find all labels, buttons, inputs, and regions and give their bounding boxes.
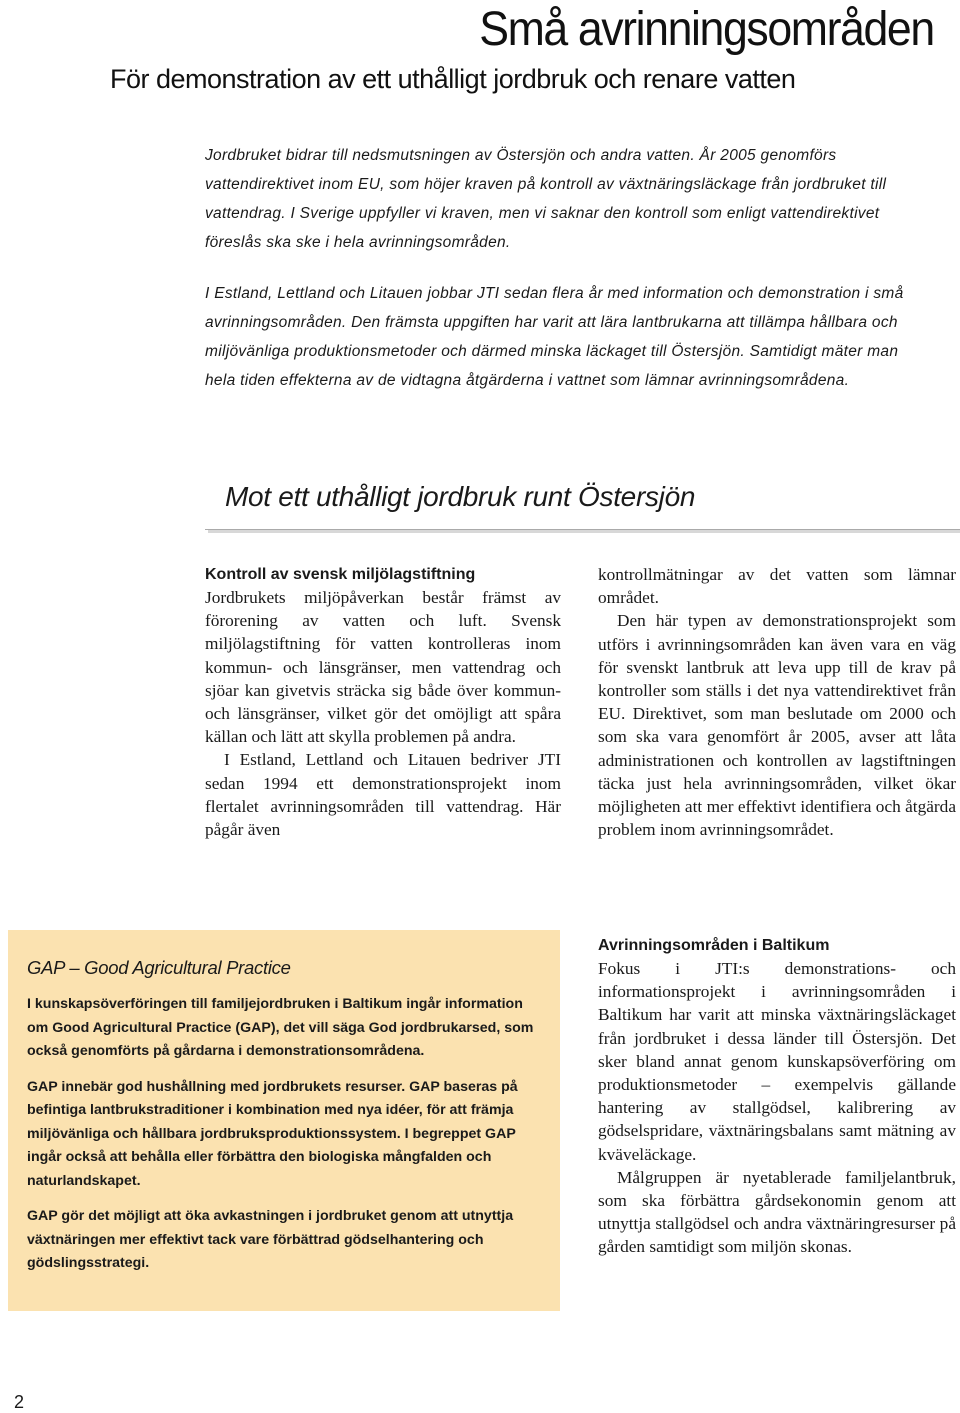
column-middle-paragraph-2: I Estland, Lettland och Litauen bedriver JTI sedan 1994 ett demonstrationsprojekt inom flertalet avrinningsområden till vattendrag. Här pågår även	[205, 750, 561, 840]
column-middle-subheading: Kontroll av svensk miljölagstiftning	[205, 566, 476, 583]
gap-info-box	[8, 930, 560, 1311]
section-heading-box	[205, 475, 960, 530]
intro-paragraph-1: Jordbruket bidrar till nedsmutsningen av Östersjön och andra vatten. År 2005 genomförs vattendirektivet inom EU, som höjer kraven på kontroll av växtnäringsläckage från jordbruket till vattendrag. I Sverige uppfyller vi kraven, men vi saknar den kontroll som enligt vattendirektivet föreslås ska ske i hela avrinningsområden.	[205, 147, 887, 251]
page-number: 2	[14, 1392, 25, 1412]
column-middle	[205, 563, 561, 841]
column-right-bottom-paragraph-2: Målgruppen är nyetablerade familjelantbruk, som ska förbättra gårdsekonomin genom att utnyttja stallgödsel och andra växtnäringresurser på gården samtidigt som miljön skonas.	[598, 1167, 956, 1257]
page-subtitle: För demonstration av ett uthålligt jordbruk och renare vatten	[110, 64, 796, 94]
column-right-top	[598, 563, 956, 841]
column-right-bottom-subheading: Avrinningsområden i Baltikum	[598, 937, 830, 954]
gap-box-title: GAP – Good Agricultural Practice	[27, 957, 291, 978]
column-right-top-paragraph-2: Den här typen av demonstrationsprojekt som utförs i avrinningsområden kan även vara en väg för svenskt lantbruk att leva upp till de krav på kontroller som ställs i det nya vattendirektivet från EU. Direktivet, som man beslutade om 2000 och som ska vara genomfört år 2005, avser att låta administrationen och kontrollen av lagstiftningen täcka just hela avrinningsområden, vilket ökar möjligheten att mer effektivt identifiera och åtgärda problem inom avrinningsområdet.	[598, 611, 956, 840]
column-right-bottom	[598, 934, 956, 1259]
gap-box-paragraph-2: GAP innebär god hushållning med jordbrukets resurser. GAP baseras på befintiga lantbrukstraditioner i kombination med nya idéer, för att främja miljövänliga och hållbara jordbruksproduktionssystem. I begreppet GAP ingår också att behålla eller förbättra den biologiska mångfalden och naturlandskapet.	[27, 1078, 518, 1189]
gap-box-paragraph-1: I kunskapsöverföringen till familjejordbruken i Baltikum ingår information om Good Agricultural Practice (GAP), det vill säga God jordbrukarsed, som också genomförts på gårdarna i demonstrationsområdena.	[27, 996, 534, 1059]
page-title: Små avrinningsområden	[479, 3, 934, 56]
column-middle-paragraph-1: Jordbrukets miljöpåverkan består främst av förorening av vatten och luft. Svensk miljölagstiftning för vatten kontrolleras inom kommun- och länsgränser, men vattendrag och sjöar kan givetvis sträcka sig både över kommun- och länsgränser, vilket gör det omöjligt att spåra källan och lätt att skylla problemen på andra.	[205, 588, 561, 747]
column-right-bottom-paragraph-1: Fokus i JTI:s demonstrations- och informationsprojekt i avrinningsområden i Baltikum har varit att minska växtnäringsläckaget från jordbruket i dessa länder till Östersjön. Det sker bland annat genom kunskapsöverföring om produktionsmetoder – exempelvis gällande hantering av stallgödsel, kalibrering av gödselspridare, växtnäringsbalans samt mätning av kväveläckage.	[598, 959, 956, 1164]
section-heading: Mot ett uthålligt jordbruk runt Östersjön	[225, 481, 696, 512]
intro-paragraph-2: I Estland, Lettland och Litauen jobbar JTI sedan flera år med information och demonstration i små avrinningsområden. Den främsta uppgiften har varit att lära lantbrukarna att tillämpa hållbara och miljövänliga produktionsmetoder och därmed minska läckaget till Östersjön. Samtidigt mäter man hela tiden effekterna av de vidtagna åtgärderna i vattnet som lämnar avrinningsområdena.	[205, 285, 904, 389]
gap-box-paragraph-3: GAP gör det möjligt att öka avkastningen i jordbruket genom att utnyttja växtnäringen mer effektivt tack vare förbättrad gödselhantering och gödslingsstrategi.	[27, 1208, 514, 1271]
column-right-top-paragraph-1: kontrollmätningar av det vatten som lämnar området.	[598, 565, 956, 608]
